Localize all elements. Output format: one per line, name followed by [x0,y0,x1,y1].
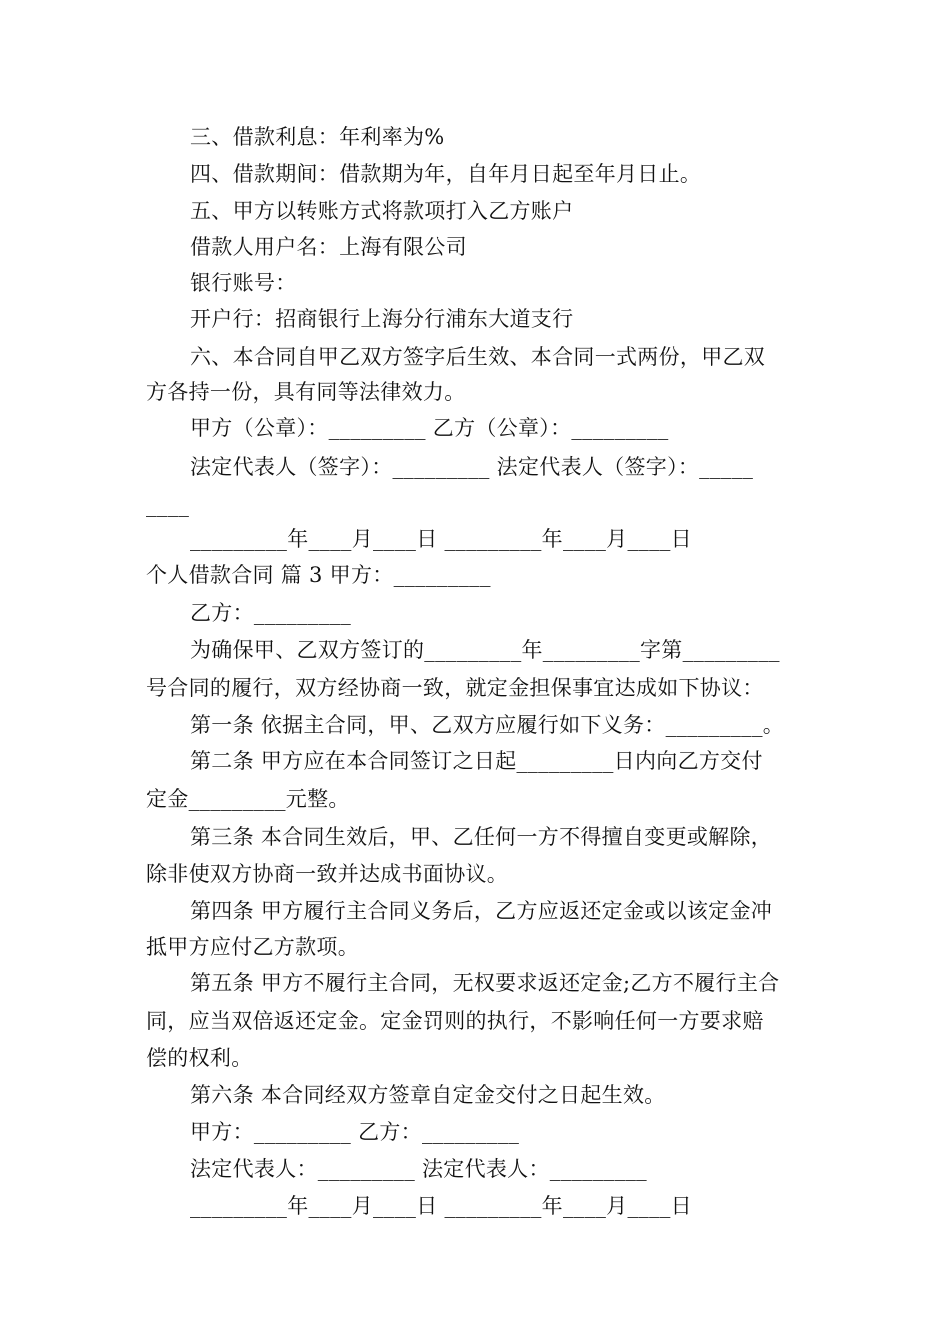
party-b-line: 乙方：_________ [190,601,352,625]
clause-6-line-2: 方各持一份，具有同等法律效力。 [146,380,466,404]
article-5-line-3: 偿的权利。 [146,1046,253,1070]
legal-rep-signature-line: 法定代表人（签字）：_________ 法定代表人（签字）：_____ [190,455,754,479]
clause-5-transfer: 五、甲方以转账方式将款项打入乙方账户 [190,199,574,223]
final-date-line: _________年____月____日 _________年____月____日 [190,1194,692,1218]
article-4-line-2: 抵甲方应付乙方款项。 [146,935,359,959]
clause-3-interest: 三、借款利息：年利率为% [190,125,445,149]
party-seal-line: 甲方（公章）：_________ 乙方（公章）：_________ [190,416,669,440]
article-2-line-2: 定金_________元整。 [146,787,350,811]
legal-rep-signature-continued: ____ [146,493,190,517]
article-5-line-1: 第五条 甲方不履行主合同，无权要求返还定金;乙方不履行主合 [190,971,780,995]
clause-6-line-1: 六、本合同自甲乙双方签字后生效、本合同一式两份，甲乙双 [190,345,766,369]
article-1: 第一条 依据主合同，甲、乙双方应履行如下义务：_________。 [190,713,785,737]
preamble-line-2: 号合同的履行，双方经协商一致，就定金担保事宜达成如下协议： [146,676,764,700]
article-5-line-2: 同，应当双倍返还定金。定金罚则的执行，不影响任何一方要求赔 [146,1009,764,1033]
signing-date-line: _________年____月____日 _________年____月____日 [190,527,692,551]
legal-rep-line: 法定代表人：_________ 法定代表人：_________ [190,1157,647,1181]
opening-bank: 开户行：招商银行上海分行浦东大道支行 [190,307,574,331]
article-4-line-1: 第四条 甲方履行主合同义务后，乙方应返还定金或以该定金冲 [190,899,773,923]
article-6: 第六条 本合同经双方签章自定金交付之日起生效。 [190,1083,666,1107]
section-heading-contract-3: 个人借款合同 篇 3 甲方：_________ [146,563,491,587]
article-2-line-1: 第二条 甲方应在本合同签订之日起_________日内向乙方交付 [190,749,763,773]
clause-4-period: 四、借款期间：借款期为年，自年月日起至年月日止。 [190,162,702,186]
article-3-line-1: 第三条 本合同生效后，甲、乙任何一方不得擅自变更或解除， [190,825,773,849]
preamble-line-1: 为确保甲、乙双方签订的_________年_________字第_________ [190,638,780,662]
article-3-line-2: 除非使双方协商一致并达成书面协议。 [146,862,509,886]
bank-account-number: 银行账号： [190,271,297,295]
party-signature-line: 甲方：_________ 乙方：_________ [190,1120,520,1144]
borrower-account-name: 借款人用户名：上海有限公司 [190,235,467,259]
